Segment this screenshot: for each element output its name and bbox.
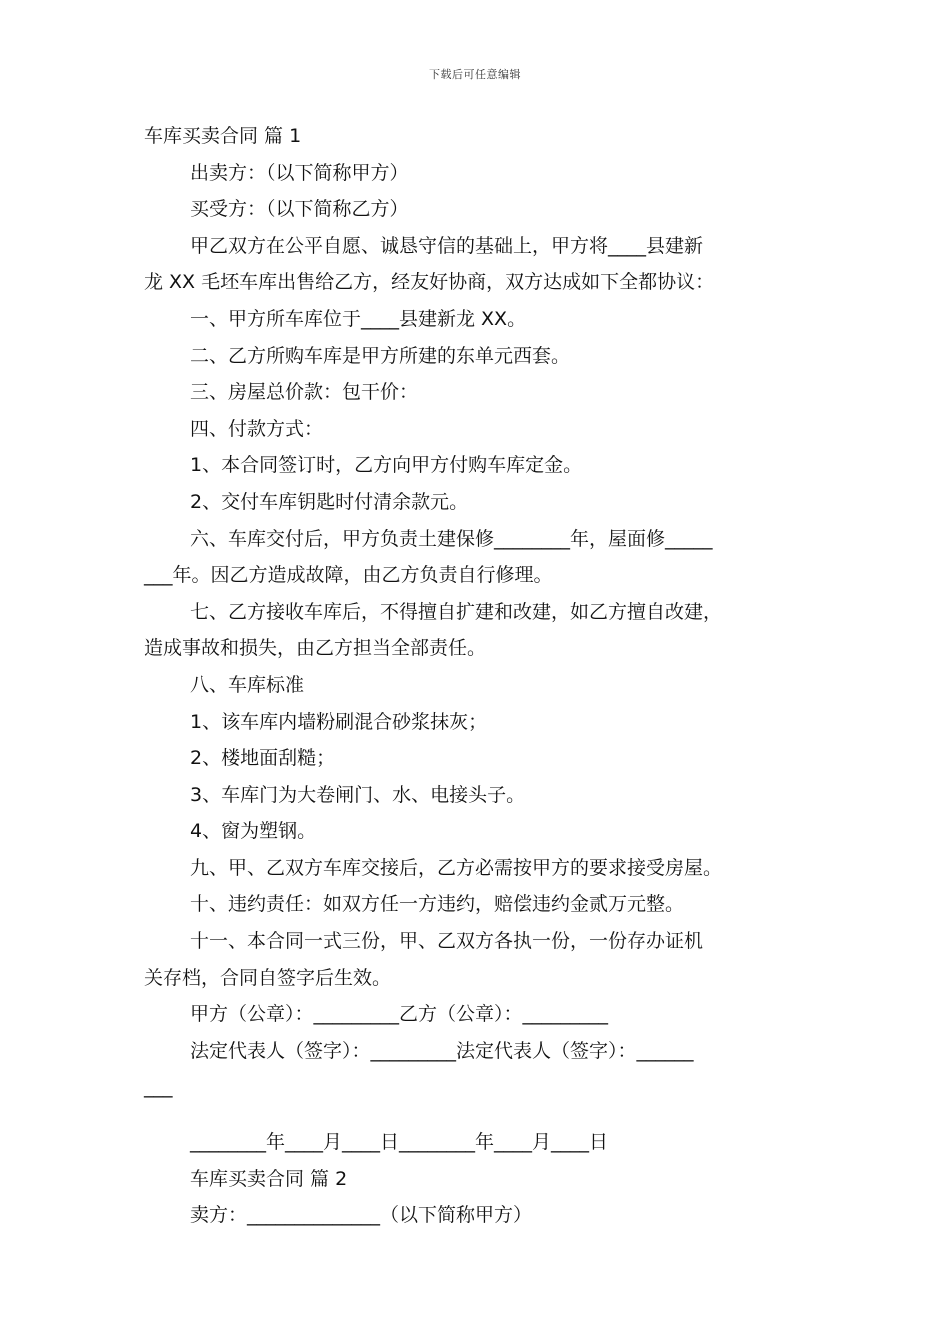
clause-line: 关存档，合同自签字后生效。 (144, 966, 392, 989)
clause-line: 一、甲方所车库位于____县建新龙 XX。 (190, 307, 527, 330)
clause-line: 二、乙方所购车库是甲方所建的东单元西套。 (190, 344, 571, 367)
clause-line: 七、乙方接收车库后，不得擅自扩建和改建，如乙方擅自改建， (190, 600, 723, 623)
clause-line: 十、违约责任：如双方任一方违约，赔偿违约金贰万元整。 (190, 893, 685, 916)
clause-line: 3、车库门为大卷闸门、水、电接头子。 (190, 783, 526, 806)
document-body (144, 118, 834, 1234)
clause-line: 十一、本合同一式三份，甲、乙双方各执一份，一份存办证机 (190, 930, 704, 953)
date-line: ________年____月____日________年____月____日 (190, 1131, 609, 1154)
buyer-line: 买受方：（以下简称乙方） (190, 198, 409, 221)
section-title: 车库买卖合同 篇 1 (144, 125, 302, 147)
paragraph-line: 龙 XX 毛坯车库出售给乙方，经友好协商，双方达成如下全都协议： (144, 271, 715, 294)
signature-line: 法定代表人（签字）：_________法定代表人（签字）：______ (190, 1039, 694, 1062)
clause-line: 八、车库标准 (190, 673, 305, 696)
section-title: 车库买卖合同 篇 2 (190, 1167, 348, 1190)
seller-line: 出卖方：（以下简称甲方） (190, 161, 409, 184)
signature-line: 甲方（公章）：_________乙方（公章）：_________ (190, 1003, 609, 1026)
seller-line: 卖方：______________（以下简称甲方） (190, 1204, 533, 1227)
signature-line: ___ (144, 1076, 173, 1099)
clause-line: 九、甲、乙双方车库交接后，乙方必需按甲方的要求接受房屋。 (190, 856, 723, 879)
clause-line: ___年。因乙方造成故障，由乙方负责自行修理。 (144, 564, 553, 587)
paragraph-line: 甲乙双方在公平自愿、诚恳守信的基础上，甲方将____县建新 (190, 234, 704, 257)
clause-line: 1、该车库内墙粉刷混合砂浆抹灰； (190, 710, 488, 733)
clause-line: 2、楼地面刮糙； (190, 747, 336, 770)
clause-line: 四、付款方式： (190, 417, 324, 440)
clause-line: 三、房屋总价款：包干价： (190, 381, 419, 404)
clause-line: 1、本合同签订时，乙方向甲方付购车库定金。 (190, 454, 583, 477)
clause-line: 六、车库交付后，甲方负责土建保修________年，屋面修_____ (190, 527, 713, 550)
clause-line: 4、窗为塑钢。 (190, 820, 317, 843)
page-header: 下载后可任意编辑 (429, 68, 521, 81)
clause-line: 2、交付车库钥匙时付清余款元。 (190, 490, 469, 513)
clause-line: 造成事故和损失，由乙方担当全部责任。 (144, 637, 487, 660)
